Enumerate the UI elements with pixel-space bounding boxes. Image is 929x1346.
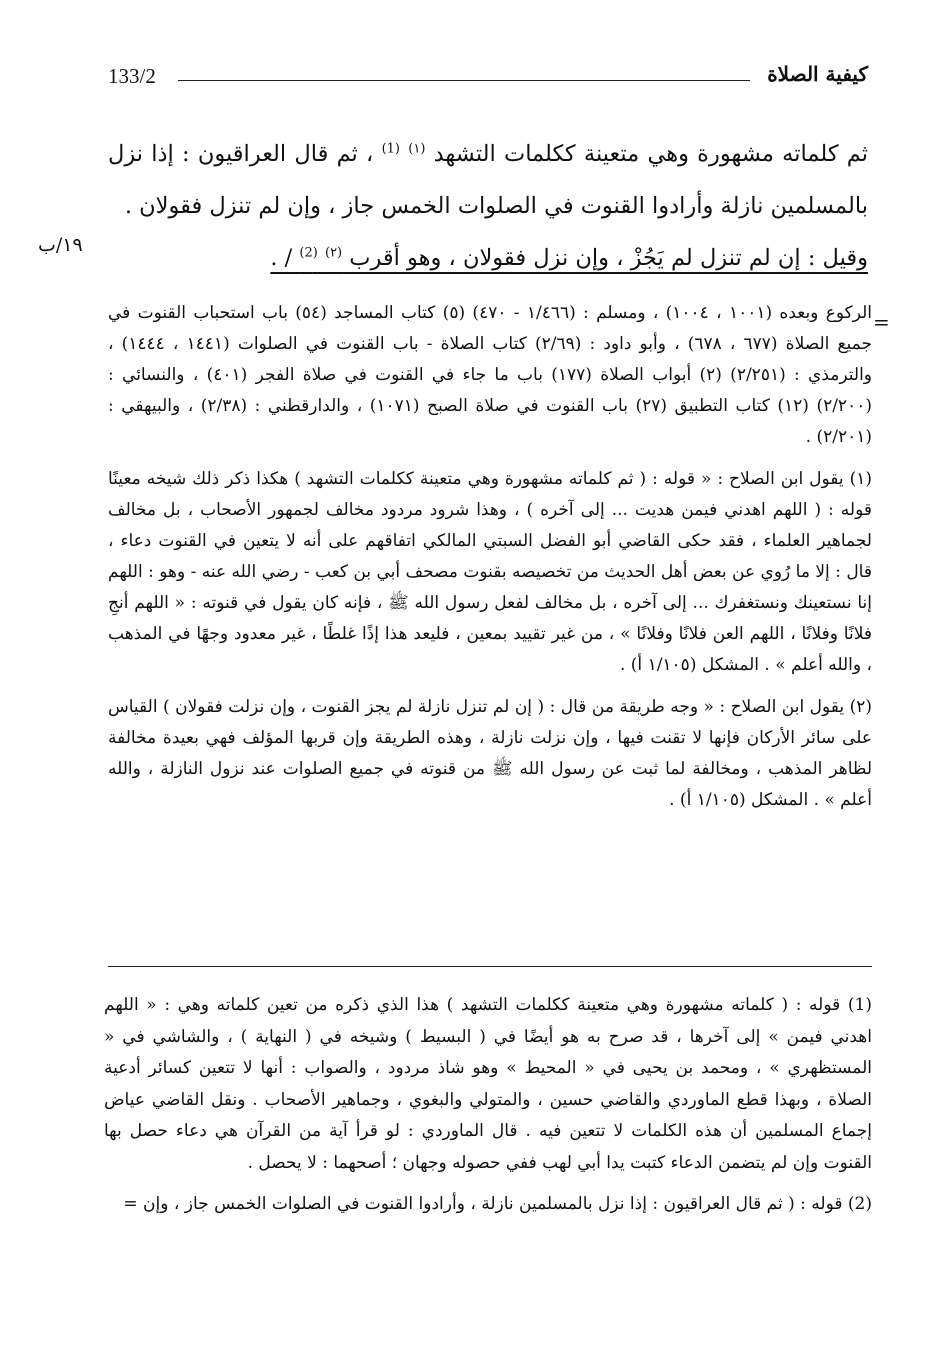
commentary-paragraph: (1) قوله : ( كلماته مشهورة وهي متعينة ككلمات التشهد ) هذا الذي ذكره من تعين كلماته وهي : « اللهم اهدني فيمن » إلى آخرها ، قد صرح به هو أيضًا في ( البسيط ) وشيخه في ( النهاية ) ، والشاشي في « المستظهري » ، ومحمد بن يحيى في « المحيط » وهو شاذ مردود ، والصواب : أنها لا تتعين كسائر أدعية الصلاة ، وبهذا قطع الماوردي والقاضي حسين ، والمتولي والبغوي ، وجماهير الأصحاب . ونقل القاضي عياض إجماع المسلمين أن هذه الكلمات لا تتعين فيه . قال الماوردي : لو قرأ آية من القرآن هي دعاء حصل بها القنوت وإن لم يتضمن الدعاء كتبت يدا أبي لهب ففي حصوله وجهان ؛ أصحهما : لا يحصل . (104, 995, 872, 1173)
margin-folio-note: ١٩/ب (38, 234, 83, 256)
footnote-ref: (1) (381, 141, 400, 157)
underlined-text (270, 245, 868, 271)
footnote-ref: (2) (299, 245, 318, 261)
continuation-mark: = (873, 310, 890, 334)
header-rule (178, 80, 750, 81)
footnote-paragraph: (٢) يقول ابن الصلاح : « وجه طريقة من قال : ( إن لم تنزل نازلة لم يجز القنوت ، وإن نزلت فقولان ) القياس على سائر الأركان فإنها لا تقنت فيها ، وإن نزلت نازلة ، وهذه الطريقة وإن قربها المؤلف فهي بعيدة مخالفة لظاهر المذهب ، ومخالفة لما ثبت عن رسول الله ﷺ من قنوته في جميع الصلوات عند نزول النازلة ، والله أعلم » . المشكل (١/١٠٥ أ) . (108, 697, 872, 810)
main-text-part: وقيل : إن لم تنزل لم يَجُزْ ، وإن نزل فقولان ، وهو أقرب (342, 245, 868, 271)
main-text-part: ، ثم قال العراقيون : إذا نزل بالمسلمين نازلة وأرادوا القنوت في الصلوات الخمس جاز ، وإن لم تنزل فقولان . (108, 141, 868, 219)
footnote-paragraph: (١) يقول ابن الصلاح : « قوله : ( ثم كلماته مشهورة وهي متعينة ككلمات التشهد ) هكذا ذكر ذلك شيخه معينًا قوله : ( اللهم اهدني فيمن هديت ... إلى آخره ) ، وهذا شرود مردود مخالف لجمهور الأصحاب ، بل مخالف لجماهير العلماء ، فقد حكى القاضي أبو الفضل السبتي المالكي اتفاقهم على أنه لا يتعين في القنوت دعاء ، قال : إلا ما رُوي عن بعض أهل الحديث من تخصيصه بقنوت مصحف أبي بن كعب - رضي الله عنه - وهو : اللهم إنا نستعينك ونستغفرك ... إلى آخره ، بل مخالف لفعل رسول الله ﷺ ، فإنه كان يقول في قنوته : « اللهم أنجِ فلانًا وفلانًا ، اللهم العن فلانًا وفلانًا » ، من غير تقييد بمعين ، فليعد هذا إذًا غلطًا ، غير معدود وجهًا في المذهب ، والله أعلم » . المشكل (١/١٠٥ أ) . (108, 469, 872, 675)
footnote-ref: (٢) (324, 245, 343, 261)
page-header (108, 60, 868, 94)
commentary-paragraph: (2) قوله : ( ثم قال العراقيون : إذا نزل بالمسلمين نازلة ، وأرادوا القنوت في الصلوات الخمس جاز ، وإن = (123, 1194, 872, 1214)
main-text-part: ثم كلماته مشهورة وهي متعينة ككلمات التشهد (425, 141, 869, 167)
main-paragraph-underlined (108, 232, 868, 284)
main-paragraph (108, 128, 868, 232)
book-title: كيفية الصلاة (767, 62, 868, 86)
commentary-footnotes (104, 990, 872, 1231)
footnote-divider (108, 966, 872, 967)
footnote-paragraph: الركوع وبعده (١٠٠١ ، ١٠٠٤) ، ومسلم : (١/٤٦٦ - ٤٧٠) (٥) كتاب المساجد (٥٤) باب استحباب القنوت في جميع الصلاة (٦٧٧ ، ٦٧٨) ، وأبو داود : (٢/٦٩) كتاب الصلاة - باب القنوت في الصلوات (١٤٤١ ، ١٤٤٤) ، والترمذي : (٢/٢٥١) (٢) أبواب الصلاة (١٧٧) باب ما جاء في القنوت في صلاة الفجر (٤٠١) ، والنسائي : (٢/٢٠٠) (١٢) كتاب التطبيق (٢٧) باب القنوت في صلاة الصبح (١٠٧١) ، والدارقطني : (٢/٣٨) ، والبيهقي : (٢/٢٠١) . (108, 303, 873, 447)
editor-footnotes (108, 298, 872, 827)
footnote-ref: (١) (408, 141, 426, 157)
page-number: 133/2 (108, 64, 156, 88)
main-text (108, 128, 868, 284)
main-text-part: / . (270, 245, 300, 271)
